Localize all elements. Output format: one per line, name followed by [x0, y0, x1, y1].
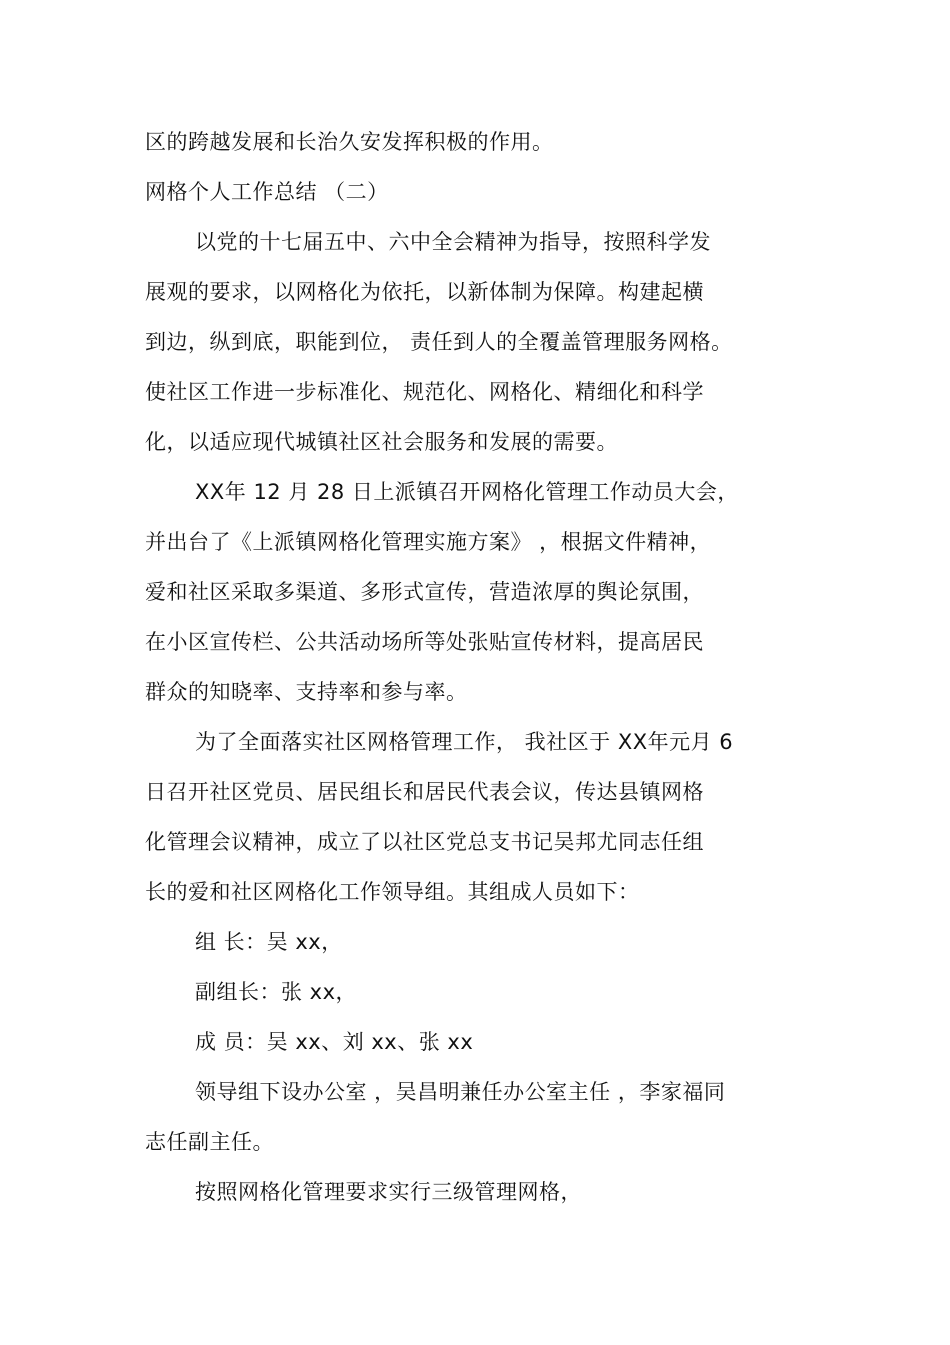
text-line: 长的爱和社区网格化工作领导组。其组成人员如下：: [145, 880, 640, 904]
text-line: 到边，纵到底，职能到位， 责任到人的全覆盖管理服务网格。: [145, 330, 733, 354]
member-line-deputy: 副组长：张 xx，: [195, 980, 358, 1004]
text-line: 区的跨越发展和长治久安发挥积极的作用。: [145, 130, 554, 154]
text-line: XX年 12 月 28 日上派镇召开网格化管理工作动员大会，: [195, 480, 739, 504]
text-line: 使社区工作进一步标准化、规范化、网格化、精细化和科学: [145, 380, 704, 404]
text-line: 群众的知晓率、支持率和参与率。: [145, 680, 468, 704]
section-heading: 网格个人工作总结 （二）: [145, 180, 389, 204]
member-line-members: 成 员：吴 xx、刘 xx、张 xx: [195, 1030, 474, 1054]
text-line: 展观的要求，以网格化为依托，以新体制为保障。构建起横: [145, 280, 704, 304]
text-line: 按照网格化管理要求实行三级管理网格，: [195, 1180, 582, 1204]
text-line: 为了全面落实社区网格管理工作， 我社区于 XX年元月 6: [195, 730, 734, 754]
text-line: 爱和社区采取多渠道、多形式宣传，营造浓厚的舆论氛围，: [145, 580, 704, 604]
text-line: 以党的十七届五中、六中全会精神为指导，按照科学发: [195, 230, 711, 254]
text-line: 在小区宣传栏、公共活动场所等处张贴宣传材料，提高居民: [145, 630, 704, 654]
text-line: 化管理会议精神，成立了以社区党总支书记吴邦尤同志任组: [145, 830, 704, 854]
text-line: 领导组下设办公室 ，吴昌明兼任办公室主任 ，李家福同: [195, 1080, 726, 1104]
text-line: 化，以适应现代城镇社区社会服务和发展的需要。: [145, 430, 618, 454]
text-line: 并出台了《上派镇网格化管理实施方案》 ，根据文件精神，: [145, 530, 712, 554]
text-line: 日召开社区党员、居民组长和居民代表会议，传达县镇网格: [145, 780, 704, 804]
text-line: 志任副主任。: [145, 1130, 274, 1154]
member-line-leader: 组 长：吴 xx，: [195, 930, 343, 954]
